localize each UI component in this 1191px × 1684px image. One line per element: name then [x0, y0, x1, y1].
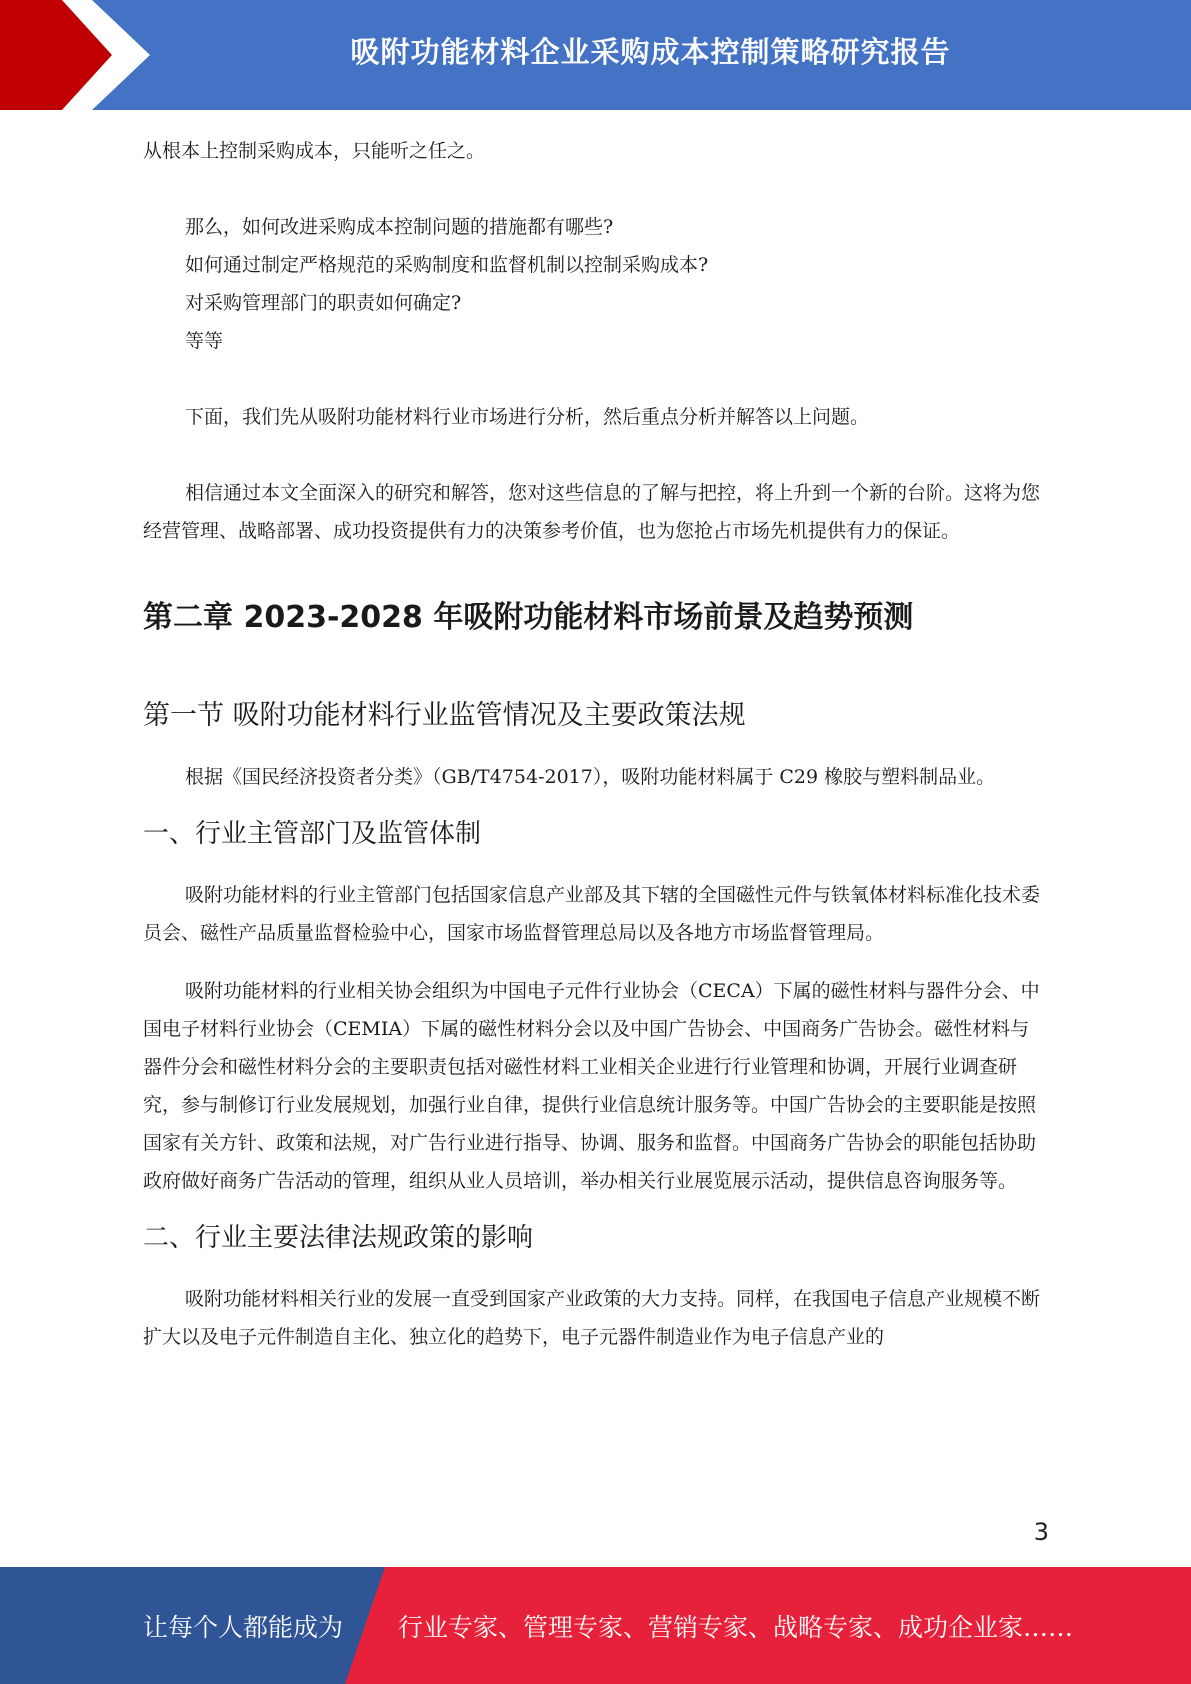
subsection-heading-1: 一、行业主管部门及监管体制 [143, 819, 482, 849]
question-item: 对采购管理部门的职责如何确定? [185, 292, 462, 314]
footer-slogan-left: 让每个人都能成为 [143, 1612, 344, 1642]
page-header [0, 0, 1191, 110]
chapter-heading: 第二章 2023-2028 年吸附功能材料市场前景及趋势预测 [143, 600, 914, 635]
page-number: 3 [1033, 1518, 1049, 1546]
section-heading: 第一节 吸附功能材料行业监管情况及主要政策法规 [143, 700, 746, 731]
footer-slogan-right: 行业专家、管理专家、营销专家、战略专家、成功企业家…… [398, 1612, 1074, 1642]
value-paragraph: 相信通过本文全面深入的研究和解答，您对这些信息的了解与把控，将上升到一个新的台阶。这将为您经营管理、战略部署、成功投资提供有力的决策参考价值，也为您抢占市场先机提供有力的保证。 [143, 482, 1041, 542]
report-title: 吸附功能材料企业采购成本控制策略研究报告 [350, 34, 951, 69]
intro-paragraph-end: 从根本上控制采购成本，只能听之任之。 [143, 140, 486, 162]
page-footer [0, 1567, 1191, 1684]
next-paragraph: 下面，我们先从吸附功能材料行业市场进行分析，然后重点分析并解答以上问题。 [185, 406, 870, 428]
page-body [143, 132, 1047, 1356]
subsection-heading-2: 二、行业主要法律法规政策的影响 [143, 1223, 534, 1253]
classification-paragraph: 根据《国民经济投资者分类》（GB/T4754-2017），吸附功能材料属于 C29 橡胶与塑料制品业。 [185, 766, 996, 788]
header-arrow-mark [0, 0, 160, 110]
question-list [143, 208, 1047, 360]
policy-paragraph: 吸附功能材料相关行业的发展一直受到国家产业政策的大力支持。同样，在我国电子信息产业规模不断扩大以及电子元件制造自主化、独立化的趋势下，电子元器件制造业作为电子信息产业的 [143, 1288, 1041, 1348]
authorities-paragraph: 吸附功能材料的行业主管部门包括国家信息产业部及其下辖的全国磁性元件与铁氧体材料标准化技术委员会、磁性产品质量监督检验中心，国家市场监督管理总局以及各地方市场监督管理局。 [143, 884, 1041, 944]
question-item: 如何通过制定严格规范的采购制度和监督机制以控制采购成本? [185, 254, 709, 276]
associations-paragraph: 吸附功能材料的行业相关协会组织为中国电子元件行业协会（CECA）下属的磁性材料与器件分会、中国电子材料行业协会（CEMIA）下属的磁性材料分会以及中国广告协会、中国商务广告协会。磁性材料与器件分会和磁性材料分会的主要职责包括对磁性材料工业相关企业进行行业管理和协调，开展行业调查研究，参与制修订行业发展规划，加强行业自律，提供行业信息统计服务等。中国广告协会的主要职能是按照国家有关方针、政策和法规，对广告行业进行指导、协调、服务和监督。中国商务广告协会的职能包括协助政府做好商务广告活动的管理，组织从业人员培训，举办相关行业展览展示活动，提供信息咨询服务等。 [143, 980, 1040, 1192]
question-item: 等等 [185, 330, 224, 352]
question-item: 那么，如何改进采购成本控制问题的措施都有哪些? [185, 216, 614, 238]
